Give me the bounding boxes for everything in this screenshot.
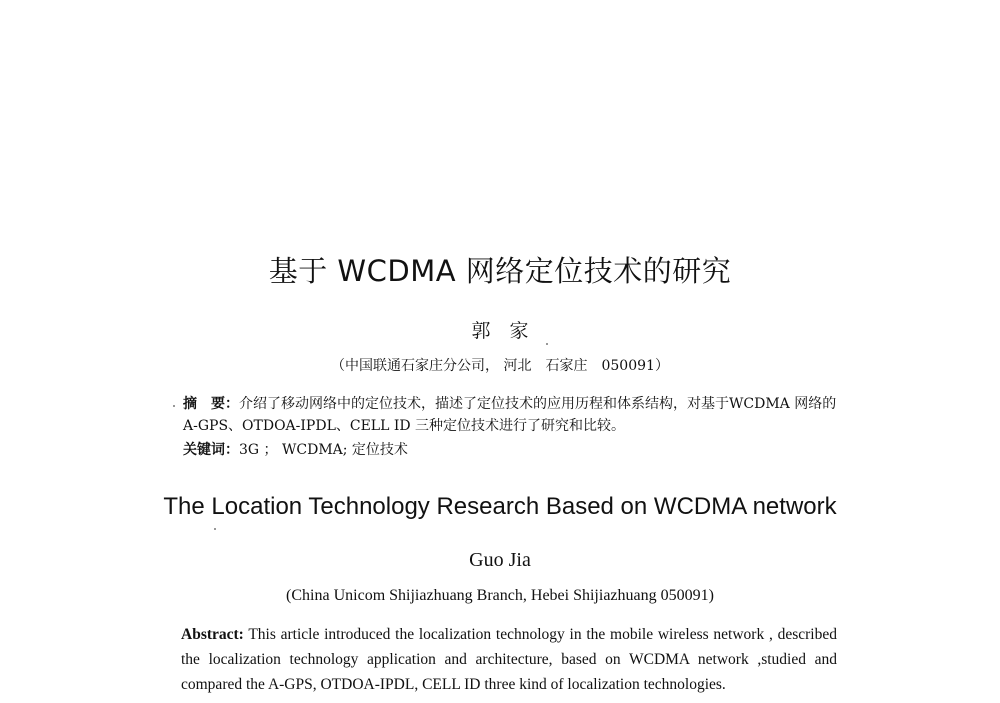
english-abstract-label: Abstract: [181,626,244,643]
chinese-abstract-text: 介绍了移动网络中的定位技术，描述了定位技术的应用历程和体系结构，对基于WCDMA 网络的 A-GPS、OTDOA-IPDL、CELL ID 三种定位技术进行了研究和比较。 [183,396,837,434]
english-title: The Location Technology Research Based on WCDMA network [163,493,837,520]
chinese-abstract-label: 摘 要： [183,396,239,412]
scan-speck [173,405,175,407]
english-affiliation: (China Unicom Shijiazhuang Branch, Hebei Shijiazhuang 050091) [286,587,714,604]
chinese-keywords [183,439,839,461]
english-abstract-text: This article introduced the localization technology in the mobile wireless network , described the localization technology application and architecture, based on WCDMA network ,studied and compared the A-GPS, OTDOA-IPDL, CELL ID three kind of localization technologies. [181,626,837,693]
english-author: Guo Jia [469,549,531,571]
scan-speck [546,343,548,345]
chinese-title: 基于 WCDMA 网络定位技术的研究 [268,254,732,288]
chinese-author: 郭 家 [471,320,529,342]
chinese-abstract [183,393,839,437]
chinese-keywords-label: 关键词： [183,442,239,458]
english-abstract [181,622,837,697]
chinese-affiliation: （中国联通石家庄分公司， 河北 石家庄 050091） [331,358,669,374]
scan-speck [214,528,216,530]
chinese-keywords-text: 3G ； WCDMA; 定位技术 [239,442,408,458]
